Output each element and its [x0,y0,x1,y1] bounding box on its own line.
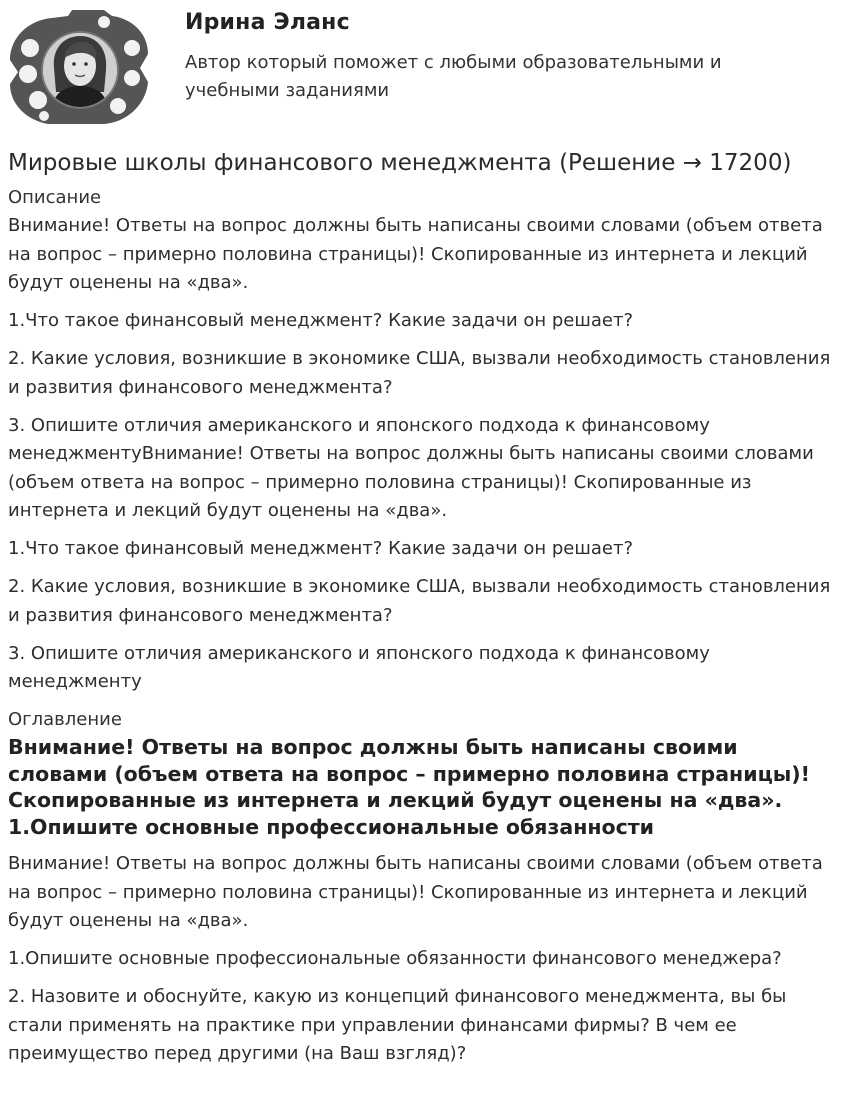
author-name[interactable]: Ирина Эланс [185,10,350,35]
description-paragraph: 1.Что такое финансовый менеджмент? Какие задачи он решает? [8,538,633,559]
description-label: Описание [8,187,102,208]
toc-paragraph: Внимание! Ответы на вопрос должны быть написаны своими словами (объем ответа на вопрос – примерно половина страницы)! Скопированные из интернета и лекций будут оценены на «два». [8,853,823,931]
description-paragraph: 3. Опишите отличия американского и японского подхода к финансовому менеджменту [8,642,710,692]
toc-heading: Внимание! Ответы на вопрос должны быть написаны своими словами (объем ответа на вопрос – примерно половина страницы)! Скопированные из интернета и лекций будут оценены на «два». 1.Опишите основные профессиональные обязанности [8,735,811,839]
description-paragraph: 2. Какие условия, возникшие в экономике США, вызвали необходимость становления и развития финансового менеджмента? [8,576,831,626]
description-paragraph: 2. Какие условия, возникшие в экономике США, вызвали необходимость становления и развития финансового менеджмента? [8,348,831,398]
author-header [0,0,847,135]
author-avatar[interactable] [8,8,150,126]
main-content [8,146,838,1078]
toc-paragraph: 2. Назовите и обоснуйте, какую из концепций финансового менеджмента, вы бы стали применять на практике при управлении финансами фирмы? В чем ее преимущество перед другими (на Ваш взгляд)? [8,986,787,1064]
toc-label: Оглавление [8,709,122,730]
author-description: Автор который поможет с любыми образовательными и учебными заданиями [185,52,722,101]
page-title: Мировые школы финансового менеджмента (Решение → 17200) [8,150,792,176]
film-reel-avatar-icon [8,8,150,126]
description-paragraph: Внимание! Ответы на вопрос должны быть написаны своими словами (объем ответа на вопрос – примерно половина страницы)! Скопированные из интернета и лекций будут оценены на «два». [8,215,823,293]
description-paragraph: 1.Что такое финансовый менеджмент? Какие задачи он решает? [8,310,633,331]
toc-paragraph: 1.Опишите основные профессиональные обязанности финансового менеджера? [8,948,782,969]
description-paragraph: 3. Опишите отличия американского и японского подхода к финансовому менеджментуВнимание! Ответы на вопрос должны быть написаны своими словами (объем ответа на вопрос – примерно половина страницы)! Скопированные из интернета и лекций будут оценены на «два». [8,414,814,521]
